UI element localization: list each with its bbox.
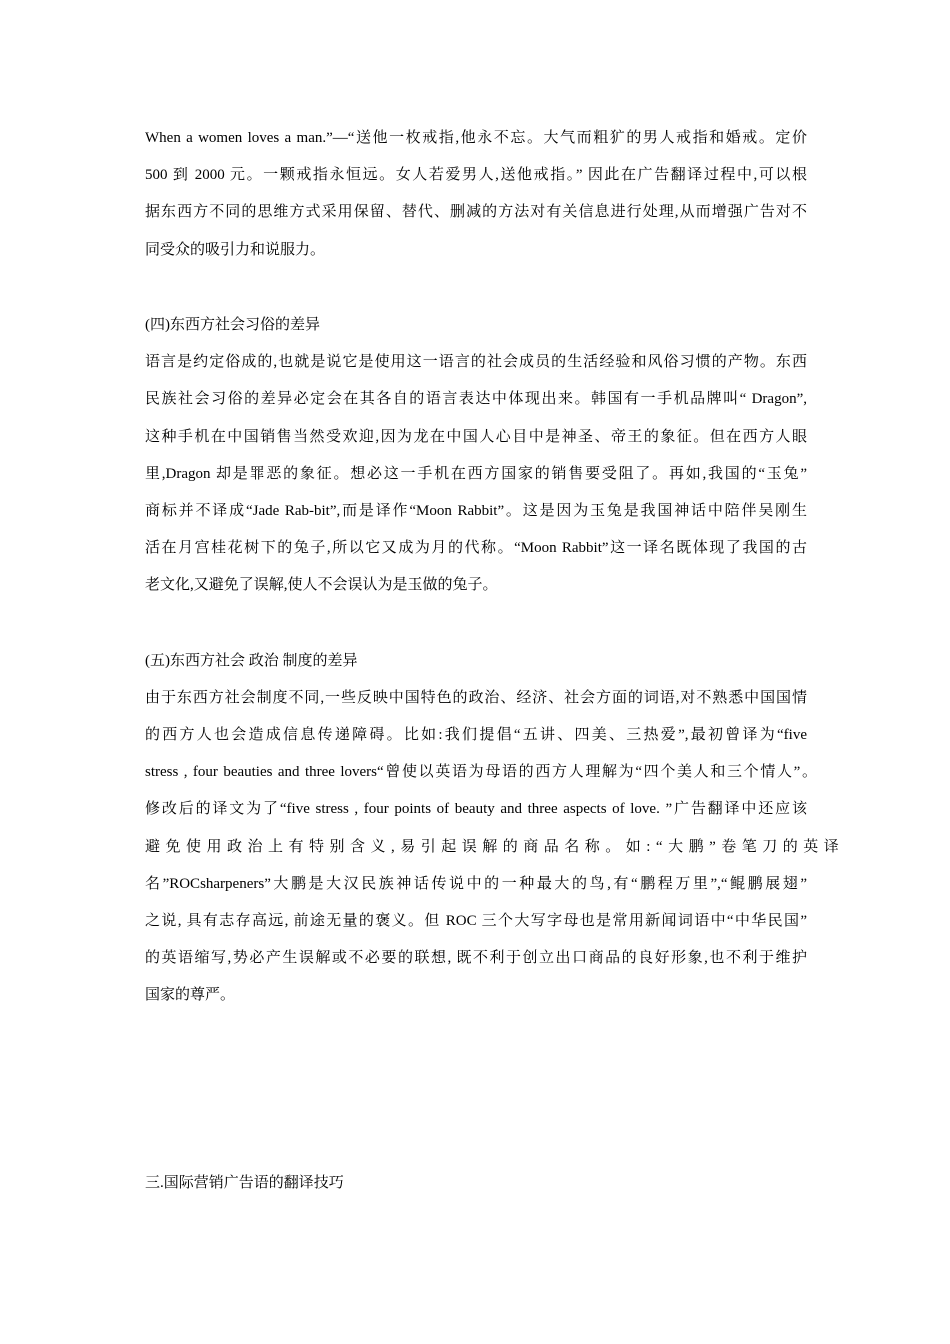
- paragraph-line: 商标并不译成“Jade Rab-bit”,而是译作“Moon Rabbit”。这是因为玉兔是我国神话中陪伴吴刚生: [145, 503, 807, 519]
- paragraph-line: 里,Dragon 却是罪恶的象征。想必这一手机在西方国家的销售要受阻了。再如,我国的“玉兔”: [145, 466, 807, 482]
- paragraph-line: 民族社会习俗的差异必定会在其各自的语言表达中体现出来。韩国有一手机品牌叫“ Dragon”,: [145, 391, 807, 407]
- paragraph-line: When a women loves a man.”—“送他一枚戒指,他永不忘。大气而粗犷的男人戒指和婚戒。定价: [145, 130, 807, 146]
- paragraph-line: 由于东西方社会制度不同,一些反映中国特色的政治、经济、社会方面的词语,对不熟悉中国国情: [145, 690, 807, 706]
- paragraph-line: 这种手机在中国销售当然受欢迎,因为龙在中国人心目中是神圣、帝王的象征。但在西方人眼: [145, 429, 807, 445]
- paragraph-line: 避免使用政治上有特别含义,易引起误解的商品名称。如:“大鹏”卷笔刀的英译: [145, 839, 845, 855]
- paragraph-line: 之说, 具有志存高远, 前途无量的褒义。但 ROC 三个大写字母也是常用新闻词语中“中华民国”: [145, 913, 807, 929]
- paragraph-line: 名”ROCsharpeners”大鹏是大汉民族神话传说中的一种最大的鸟,有“鹏程万里”,“鲲鹏展翅”: [145, 876, 807, 892]
- paragraph-line: 语言是约定俗成的,也就是说它是使用这一语言的社会成员的生活经验和风俗习惯的产物。东西: [145, 354, 807, 370]
- section-heading-3: 三.国际营销广告语的翻译技巧: [145, 1175, 344, 1191]
- paragraph-line: 老文化,又避免了误解,使人不会误认为是玉做的兔子。: [145, 577, 498, 593]
- section-heading-4: (四)东西方社会习俗的差异: [145, 317, 320, 333]
- paragraph-line: 活在月宫桂花树下的兔子,所以它又成为月的代称。“Moon Rabbit”这一译名既体现了我国的古: [145, 540, 807, 556]
- paragraph-line: 500 到 2000 元。一颗戒指永恒远。女人若爱男人,送他戒指。” 因此在广告翻译过程中,可以根: [145, 167, 807, 183]
- paragraph-line: 的英语缩写,势必产生误解或不必要的联想, 既不利于创立出口商品的良好形象,也不利于维护: [145, 950, 807, 966]
- paragraph-line: 同受众的吸引力和说服力。: [145, 242, 326, 258]
- paragraph-line: 国家的尊严。: [145, 987, 236, 1003]
- paragraph-line: 的西方人也会造成信息传递障碍。比如:我们提倡“五讲、四美、三热爱”,最初曾译为“five: [145, 727, 807, 743]
- paragraph-line: stress , four beauties and three lovers“曾使以英语为母语的西方人理解为“四个美人和三个情人”。: [145, 764, 817, 780]
- paragraph-line: 据东西方不同的思维方式采用保留、替代、删减的方法对有关信息进行处理,从而增强广告对不: [145, 204, 807, 220]
- section-heading-5: (五)东西方社会 政治 制度的差异: [145, 653, 358, 669]
- paragraph-line: 修改后的译文为了“five stress , four points of beauty and three aspects of love. ”广告翻译中还应该: [145, 801, 807, 817]
